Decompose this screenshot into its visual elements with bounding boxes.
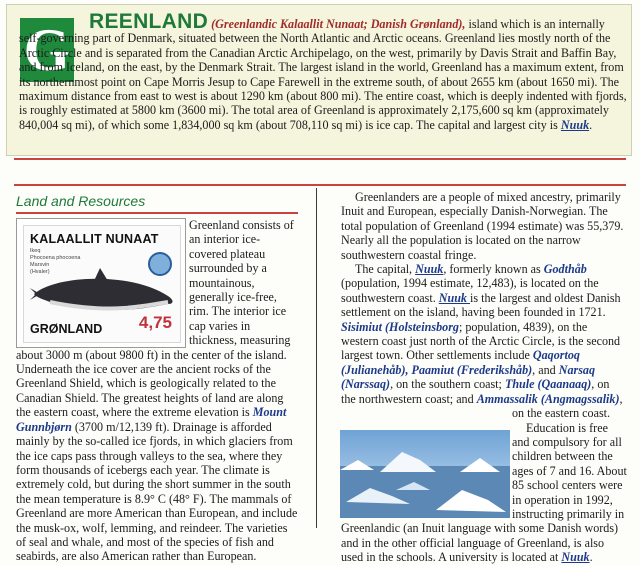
stamp-value: 4,75 [138, 313, 172, 332]
stamp-country-top: KALAALLIT NUNAAT [30, 232, 159, 246]
education-paragraph: Education is free and compulsory for all children between the ages of 7 and 16. About 85 school centers were in operation in 1992, instructing primarily in Greenlandic (an Inuit language with some Danish words) and in the other official language of Greenland, is also used in the schools. A university is located at Nuuk. [341, 420, 627, 565]
land-paragraph: Greenland consists of an interior ice-covered plateau surrounded by a mountainous, generally ice-free, rim. The interior ice cap varies in thickness, measuring about 3000 m (about 9800 ft) in the center of the island. Underneath the ice cover are the ancient rocks of the Greenland Shield, which is geologically related to the Canadian Shield. The greatest heights of land are along the eastern coast, where the extreme elevation is [16, 218, 294, 420]
nuuk-link[interactable]: Nuuk [438, 290, 471, 305]
porpoise-icon [28, 266, 178, 318]
right-column [341, 190, 627, 565]
column-divider [316, 188, 317, 528]
intro-paragraph: REENLAND (Greenlandic Kalaallit Nunaat; Danish Grønland), island which is an internally self-governing part of Denmark, situated between the North Atlantic and Arctic oceans. Greenland lies mostly north of the Arctic Circle and is separated from the Canadian Arctic Archipelago, on the west, primarily by Davis Strait and Baffin Bay, and from Iceland, on the east, by the Denmark Strait. The largest island in the world, Greenland has a maximum extent, from its northernmost point on Cape Morris Jesup to Cape Farewell in the extreme south, of about 2655 km (about 1650 mi). The maximum distance from east to west is about 1290 km (about 800 mi). The entire coast, which is deeply indented with fjords, is roughly estimated at 5800 km (3600 mi). The total area of Greenland is approximately 2,175,600 sq km (approximately 840,004 sq mi), of which some 1,834,000 sq km (about 708,110 sq mi) is ice cap. The capital and largest city is Nuuk. [19, 10, 627, 132]
settlements-paragraph: The capital, Nuuk, formerly known as Godthåb (population, 1994 estimate, 12,483), is located on the southwestern coast. Nuuk is the largest and oldest Danish settlement on the island, having been founded in 1721. Sisimiut (Holsteinsborg; population, 4839), on the western coast just north of the Arctic Circle, is the second largest town. Other settlements include Qaqortoq (Julianehåb), Paamiut (Frederikshåb), and Narsaq (Narssaq), on the southern coast; Thule (Qaanaaq), on the northwestern coast; and Ammassalik (Angmagssalik), on the eastern coast. [341, 262, 627, 420]
iceberg-photo [340, 430, 510, 518]
mount-gunnbjorn: Mount Gunnbjørn [16, 405, 287, 434]
section-title: Land and Resources [16, 193, 146, 209]
stamp-country-bottom: GRØNLAND [30, 322, 103, 336]
stamp-image [16, 218, 189, 346]
nuuk-link[interactable]: Nuuk [561, 550, 590, 565]
left-column: KALAALLIT NUNAAT Ikeq Phocoena phocoena Marsvin (Hvaler) GRØNLAND 4,75 Greenland consists of an interior ice-covered plateau surrounded by a mountainous, generally ice-free, rim. The interior ice cap varies in thickness, measuring about 3000 m (about 9800 ft) in the center of the island. Underneath the ice cover are the ancient rocks of the Greenland Shield, which is geologically related to the Canadian Shield. The greatest heights of land are along the eastern coast, where the extreme elevation is Mount Gunnbjørn (3700 m/12,139 ft). Drainage is afforded mainly by the so-called ice fjords, in which glaciers from the ice caps pass through valleys to the sea, where they form thousands of icebergs each year. The climate is extremely cold, but during the short summer in the south the mean temperature is 8.9° C (48° F). The mammals of Greenland are more American than European, and include the musk-ox, wolf, lemming, and reindeer. The varieties of seal and whale, and most of the species of fish and seabirds, are also American rather than European. [16, 218, 298, 564]
stamp-caption: Ikeq Phocoena phocoena Marsvin (Hvaler) [30, 248, 81, 275]
intro-box [6, 4, 632, 156]
people-paragraph: Greenlanders are a people of mixed ancestry, primarily Inuit and European, especially Danish-Norwegian. The total population of Greenland (1994 estimate) was 55,379. Nearly all the population is located on the narrow southwestern coastal fringe. [341, 190, 624, 262]
divider-rule [14, 158, 626, 160]
stamp-frame [16, 218, 186, 348]
alt-names: (Greenlandic Kalaallit Nunaat; Danish Grønland), [211, 17, 466, 31]
drop-cap: G [20, 18, 74, 82]
nuuk-link[interactable]: Nuuk [415, 262, 444, 277]
section-title-underline [16, 212, 298, 214]
intro-text: island which is an internally self-governing part of Denmark, situated between the North Atlantic and Arctic oceans. Greenland lies mostly north of the Arctic Circle and is separated from the Canadian Arctic Archipelago, on the west, primarily by Davis Strait and Baffin Bay, and from Iceland, on the east, by the Denmark Strait. The largest island in the world, Greenland has a maximum extent, from its northernmost point on Cape Morris Jesup to Cape Farewell in the extreme south, of about 2655 km (about 1650 mi). The maximum distance from east to west is about 1290 km (about 800 mi). The entire coast, which is deeply indented with fjords, is roughly estimated at 5800 km (3600 mi). The total area of Greenland is approximately 2,175,600 sq km (approximately 840,004 sq mi), of which some 1,834,000 sq km (about 708,110 sq mi) is ice cap. The capital and largest city is [19, 17, 627, 132]
headword: REENLAND [89, 10, 209, 33]
capital-link[interactable]: Nuuk [560, 117, 590, 132]
divider-rule [14, 184, 626, 186]
